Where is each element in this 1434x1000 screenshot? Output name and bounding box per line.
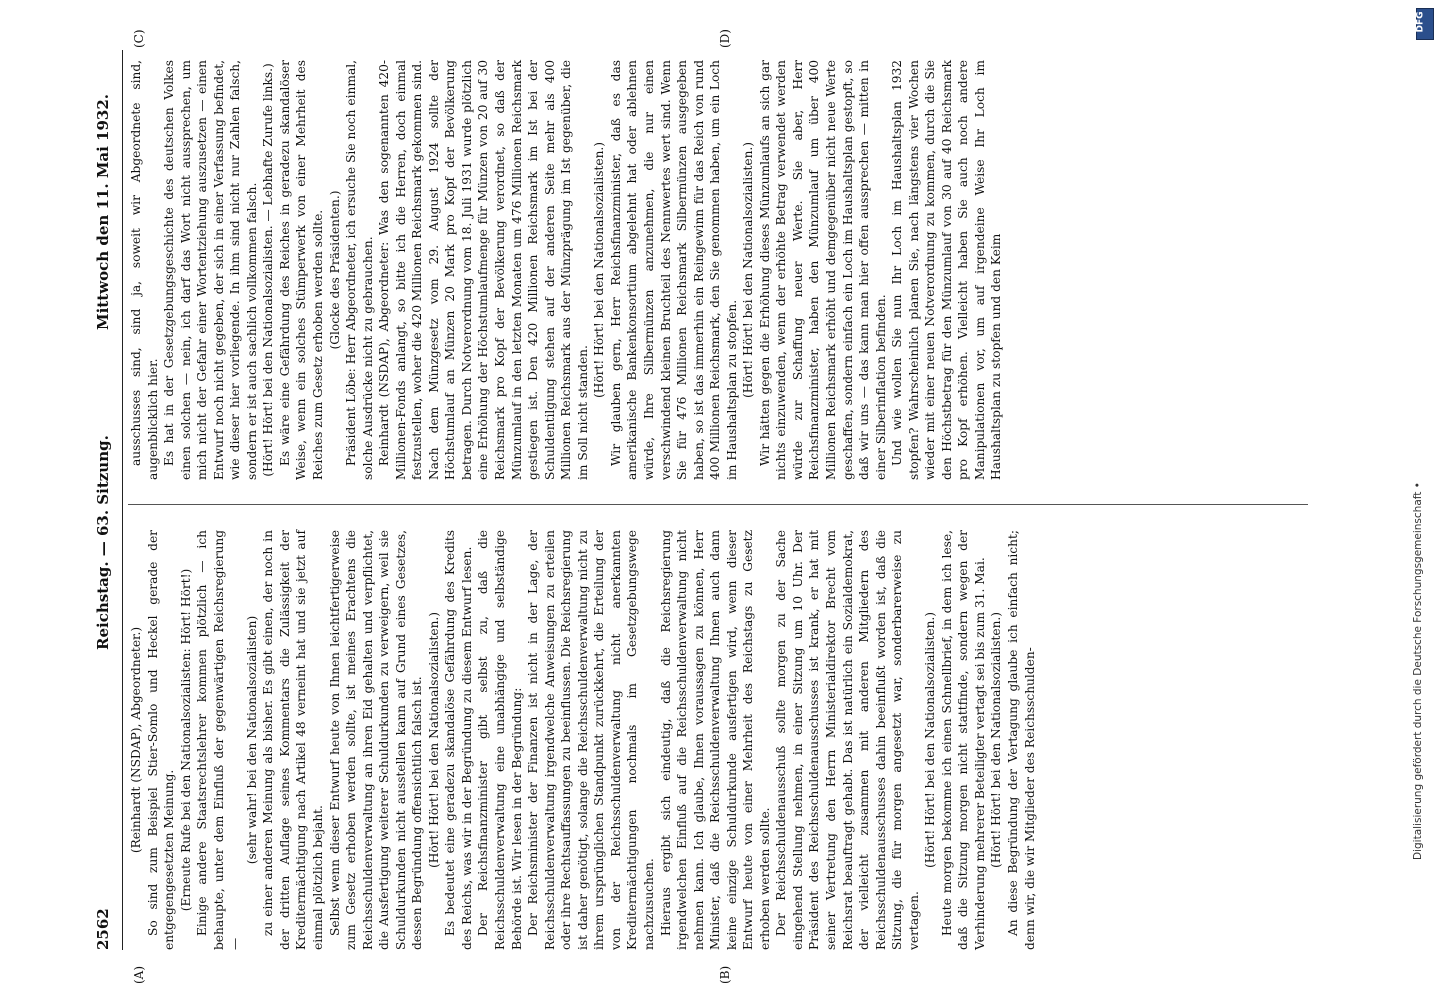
page-header <box>88 50 123 950</box>
paragraph: An diese Begründung der Vertagung glaube ich einfach nicht; denn wir, die wir Mitglieder des Reichsschulden- <box>1005 530 1037 950</box>
dfg-logo-text: DFG <box>1415 11 1426 33</box>
paragraph: So sind zum Beispiel Stier-Somlo und Heckel gerade der entgegengesetzten Meinung. <box>145 530 177 950</box>
session-date: Mittwoch den 11. Mai 1932. <box>94 93 112 330</box>
digitization-note-text: Digitalisierung gefördert durch die Deutsche Forschungsgemeinschaft • <box>1412 482 1424 860</box>
paragraph: (Reinhardt (NSDAP), Abgeordneter.) <box>129 626 143 854</box>
left-column <box>128 530 1038 950</box>
paragraph: (Hört! Hört! bei den Nationalsozialisten.) <box>592 141 607 399</box>
right-column <box>128 60 1005 480</box>
paragraph: (Hört! Hört! bei den Nationalsozialisten.) <box>989 611 1004 869</box>
paragraph: Wir hätten gegen die Erhöhung dieses Münzumlaufs an sich gar nichts einzuwenden, wenn der erhöhte Betrag verwendet werden würde zur Schaffung neuer Werte. Sie aber, Herr Reichsfinanzminister, haben den Münzumlauf um über 400 Millionen Reichsmark erhöht und demgegenüber nicht neue Werte geschaffen, sondern einfach ein Loch im Haushaltsplan gestopft, so daß wir uns — das kann man hier offen aussprechen — mitten in einer Silberinflation befinden. <box>757 60 888 480</box>
paragraph: Der Reichsschuldenausschuß sollte morgen zu der Sache eingehend Stellung nehmen, in einer Sitzung um 10 Uhr. Der Präsident des Reichsschuldenausschusses ist krank, er hat mit seiner Vertretung den Herrn Ministerialdirektor Brecht vom Reichsrat beauftragt gehabt. Das ist natürlich ein Sozialdemokrat, der vielleicht zusammen mit anderen Mitgliedern des Reichsschuldenausschusses dahin beeinflußt worden ist, daß die Sitzung, die für morgen angesetzt war, sonderbarerweise zu vertagen. <box>774 530 921 950</box>
paragraph: zu einer anderen Meinung als bisher. Es gibt einen, der noch in der dritten Auflage seines Kommentars die Zulässigkeit der Kreditermächtigung nach Artikel 48 verneint hat und sie jetzt auf einmal plötzlich bejaht. <box>261 530 326 950</box>
paragraph: Der Reichsminister der Finanzen ist nicht in der Lage, der Reichsschuldenverwaltung irgendwelche Anweisungen zu erteilen oder ihre Rechtsauffassungen zu beeinflussen. Die Reichsregierung ist daher genötigt, solange die Reichsschuldenverwaltung nicht zu ihrem ursprünglichen Standpunkt zurückkehrt, die Erteilung der von der Reichsschuldenverwaltung nicht anerkannten Kreditermächtigungen nochmals im Gesetzgebungswege nachzusuchen. <box>526 530 656 950</box>
paragraph: Und wie wollen Sie nun Ihr Loch im Haushaltsplan 1932 stopfen? Wahrscheinlich planen Sie, nach längstens vier Wochen wieder mit einer neuen Notverordnung zu kommen, durch die Sie den Höchstbetrag für den Münzumlauf von 30 auf 40 Reichsmark pro Kopf erhöhen. Vielleicht haben Sie auch noch andere Manipulationen vor, um auf irgendeine Weise Ihr Loch im Haushaltsplan zu stopfen und den Keim <box>890 60 1004 480</box>
paragraph: (Glocke des Präsidenten.) <box>327 190 342 350</box>
paragraph: Es bedeutet eine geradezu skandalöse Gefährdung des Kredits des Reichs, was wir in der Begründung zu diesem Entwurf lesen. <box>443 530 474 950</box>
paragraph: Einige andere Staatsrechtslehrer kommen plötzlich — ich behaupte, unter dem Einfluß der gegenwärtigen Reichsregierung — <box>195 530 243 950</box>
margin-mark-a: (A) <box>132 965 146 984</box>
paragraph: Präsident Löbe: Herr Abgeordneter, ich ersuche Sie noch einmal, solche Ausdrücke nicht zu gebrauchen. <box>344 60 375 480</box>
paragraph: (Hört! Hört! bei den Nationalsozialisten. — Lebhafte Zurufe links.) <box>261 63 276 477</box>
margin-mark-d: (D) <box>718 29 732 48</box>
paragraph: (Hört! Hört! bei den Nationalsozialisten.) <box>426 611 441 869</box>
column-divider <box>128 504 1308 505</box>
paragraph: Hieraus ergibt sich eindeutig, daß die Reichsregierung irgendwelchen Einfluß auf die Reichsschuldenverwaltung nicht nehmen kann. Ich glaube, Ihnen voraussagen zu können, Herr Minister, daß die Reichsschuldenverwaltung Ihnen auch dann keine einzige Schuldurkunde ausfertigen wird, wenn dieser Entwurf heute von einer Mehrheit des Reichstags zu Gesetz erhoben werden sollte. <box>658 530 772 950</box>
paragraph: Reinhardt (NSDAP), Abgeordneter: Was den sogenannten 420-Millionen-Fonds anlangt, so bitte ich die Herren, doch einmal festzustellen, woher die 420 Millionen Reichsmark gekommen sind. Nach dem Münzgesetz vom 29. August 1924 sollte der Höchstumlauf an Münzen 20 Mark pro Kopf der Bevölkerung betragen. Durch Notverordnung vom 18. Juli 1931 wurde plötzlich eine Erhöhung der Höchstumlaufmenge für Münzen von 20 auf 30 Reichsmark pro Kopf der Bevölkerung verordnet, so daß der Münzumlauf in den letzten Monaten um 476 Millionen Reichsmark gestiegen ist. Den 420 Millionen Reichsmark im Ist bei der Schuldentilgung stehen auf der anderen Seite mehr als 400 Millionen Reichsmark aus der Münzprägung im Ist gegenüber, die im Soll nicht standen. <box>377 60 590 480</box>
paragraph: Es hat in der Gesetzgebungsgeschichte des deutschen Volkes einen solchen — nein, ich darf das Wort nicht aussprechen, um mich nicht der Gefahr einer Wortentziehung auszusetzen — einen Entwurf noch nicht gegeben, der sich in einer Verfassung befindet, wie dieser hier vorliegende. In ihm sind nicht nur Zahlen falsch, sondern er ist auch sachlich vollkommen falsch. <box>162 60 259 480</box>
margin-mark-b: (B) <box>718 965 732 984</box>
paragraph: Heute morgen bekomme ich einen Schnellbrief, in dem ich lese, daß die Sitzung morgen nicht stattfinde, sondern wegen der Verhinderung mehrerer Beteiligter vertagt sei bis zum 31. Mai. <box>939 530 987 950</box>
session-title: Reichstag. — 63. Sitzung. <box>94 435 112 650</box>
dfg-logo <box>1416 8 1434 40</box>
paragraph: Wir glauben gern, Herr Reichsfinanzminister, daß es das amerikanische Bankenkonsortium abgelehnt hat oder ablehnen würde, Ihre Silbermünzen anzunehmen, die nur einen verschwindend kleinen Bruchteil des Nennwertes wert sind. Wenn Sie für 476 Millionen Reichsmark Silbermünzen ausgegeben haben, so ist das immerhin ein Reingewinn für das Reich von rund 400 Millionen Reichsmark, den Sie genommen haben, um ein Loch im Haushaltsplan zu stopfen. <box>608 60 739 480</box>
paragraph: (Hört! Hört! bei den Nationalsozialisten.) <box>741 141 756 399</box>
paragraph: Es wäre eine Gefährdung des Reiches in geradezu skandalöser Weise, wenn ein solches Stümperwerk von einer Mehrheit des Reiches zum Gesetz erhoben werden sollte. <box>277 60 326 480</box>
paragraph: ausschusses sind, sind ja, soweit wir Abgeordnete sind, augenblicklich hier. <box>129 60 160 480</box>
rotated-document-page <box>88 29 1318 984</box>
paragraph: Der Reichsfinanzminister gibt selbst zu, daß die Reichsschuldenverwaltung eine unabhängige und selbständige Behörde ist. Wir lesen in der Begründung: <box>476 530 524 950</box>
margin-mark-c: (C) <box>132 29 146 48</box>
paragraph: (Hört! Hört! bei den Nationalsozialisten.) <box>923 611 938 869</box>
paragraph: (Erneute Rufe bei den Nationalsozialisten: Hört! Hört!) <box>178 568 193 912</box>
paragraph: (sehr wahr! bei den Nationalsozialisten) <box>244 615 259 865</box>
paragraph: Selbst wenn dieser Entwurf heute von Ihnen leichtfertigerweise zum Gesetz erhoben werden sollte, ist meines Erachtens die Reichsschuldenverwaltung an ihren Eid gehalten und verpflichtet, die Ausfertigung weiterer Schuldurkunden zu verweigern, weil sie Schuldurkunden nicht ausstellen kann auf Grund eines Gesetzes, dessen Begründung offensichtlich falsch ist. <box>327 530 425 950</box>
page-number: 2562 <box>94 908 112 950</box>
